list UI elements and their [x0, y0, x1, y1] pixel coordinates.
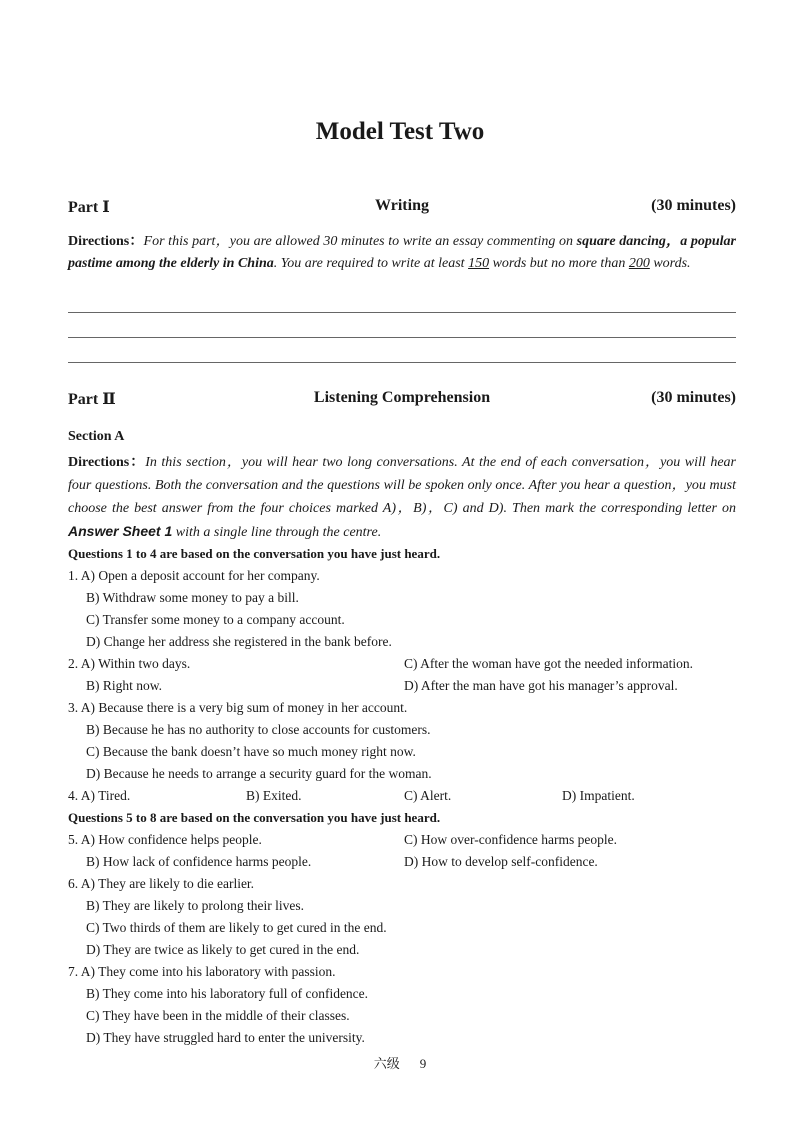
q7-option-d: D) They have struggled hard to enter the university. [86, 1030, 365, 1045]
q4-option-d: D) Impatient. [562, 788, 635, 803]
essay-topic: square dancing，a popular pastime among the elderly in China [68, 234, 736, 271]
max-words: 200 [628, 256, 650, 271]
q5-option-a: 5. A) How confidence helps people. [68, 832, 262, 847]
page-title: Model Test Two [315, 118, 485, 145]
writing-line [68, 337, 736, 338]
q6-option-c: C) Two thirds of them are likely to get cured in the end. [86, 920, 387, 935]
q6-option-b: B) They are likely to prolong their lives. [86, 898, 304, 913]
q2-option-c: C) After the woman have got the needed information. [404, 656, 694, 671]
directions-text: words. [649, 256, 691, 271]
part-2-label: Part Ⅱ [68, 391, 116, 408]
question-group-heading: Questions 5 to 8 are based on the conversation you have just heard. [68, 810, 441, 825]
q5-option-b: B) How lack of confidence harms people. [86, 854, 312, 869]
directions-text: . You are required to write at least [273, 256, 469, 271]
q2-option-a: 2. A) Within two days. [68, 656, 191, 671]
writing-line [68, 362, 736, 363]
directions-colon: ： [129, 234, 144, 249]
directions-label: Directions [68, 455, 130, 470]
listening-directions [68, 451, 736, 544]
q3-option-d: D) Because he needs to arrange a security guard for the woman. [86, 766, 432, 781]
writing-directions [68, 231, 736, 275]
answer-sheet-ref: Answer Sheet 1 [68, 523, 173, 539]
page-number: 9 [419, 1056, 427, 1071]
q5-option-c: C) How over-confidence harms people. [404, 832, 618, 847]
q5-option-d: D) How to develop self-confidence. [404, 854, 598, 869]
part-1-time: (30 minutes) [651, 197, 736, 214]
exam-level: 六级 [373, 1056, 400, 1071]
question-group-heading: Questions 1 to 4 are based on the conversation you have just heard. [68, 546, 441, 561]
section-a-heading: Section A [68, 429, 125, 444]
part-2-time: (30 minutes) [651, 389, 736, 406]
part-2-title: Listening Comprehension [313, 389, 491, 406]
q4-option-a: 4. A) Tired. [68, 788, 131, 803]
part-1-header [68, 197, 736, 219]
directions-text: In this section，you will hear two long conversations. At the end of each conversation，you will hear four questions. Both the conversation and the questions will be spoken only once. After you hear a question，you must choose the best answer from the four choices marked A)，B)，C) and D). Then mark the corresponding letter on [68, 455, 736, 516]
q2-option-b: B) Right now. [86, 678, 163, 693]
part-1-label: Part Ⅰ [68, 199, 110, 216]
q4-option-b: B) Exited. [246, 788, 302, 803]
q7-option-c: C) They have been in the middle of their classes. [86, 1008, 350, 1023]
directions-label: Directions [68, 234, 130, 249]
q7-option-b: B) They come into his laboratory full of confidence. [86, 986, 369, 1001]
min-words: 150 [468, 256, 490, 271]
q2-option-d: D) After the man have got his manager’s approval. [404, 678, 678, 693]
writing-line [68, 312, 736, 313]
q6-option-d: D) They are twice as likely to get cured in the end. [86, 942, 360, 957]
q3-option-c: C) Because the bank doesn’t have so much money right now. [86, 744, 416, 759]
q1-option-d: D) Change her address she registered in the bank before. [86, 634, 392, 649]
q1-option-b: B) Withdraw some money to pay a bill. [86, 590, 299, 605]
q3-option-a: 3. A) Because there is a very big sum of money in her account. [68, 700, 408, 715]
q6-option-a: 6. A) They are likely to die earlier. [68, 876, 255, 891]
q4-option-c: C) Alert. [404, 788, 452, 803]
part-1-title: Writing [375, 197, 429, 214]
page-footer [0, 1053, 800, 1072]
directions-colon: ： [129, 455, 146, 470]
directions-text: with a single line through the centre. [172, 525, 382, 540]
q7-option-a: 7. A) They come into his laboratory with passion. [68, 964, 336, 979]
q1-option-a: 1. A) Open a deposit account for her company. [68, 568, 320, 583]
directions-text: For this part，you are allowed 30 minutes to write an essay commenting on [143, 234, 577, 249]
directions-text: words but no more than [489, 256, 629, 271]
q3-option-b: B) Because he has no authority to close accounts for customers. [86, 722, 431, 737]
q1-option-c: C) Transfer some money to a company account. [86, 612, 345, 627]
part-2-header [68, 389, 736, 411]
